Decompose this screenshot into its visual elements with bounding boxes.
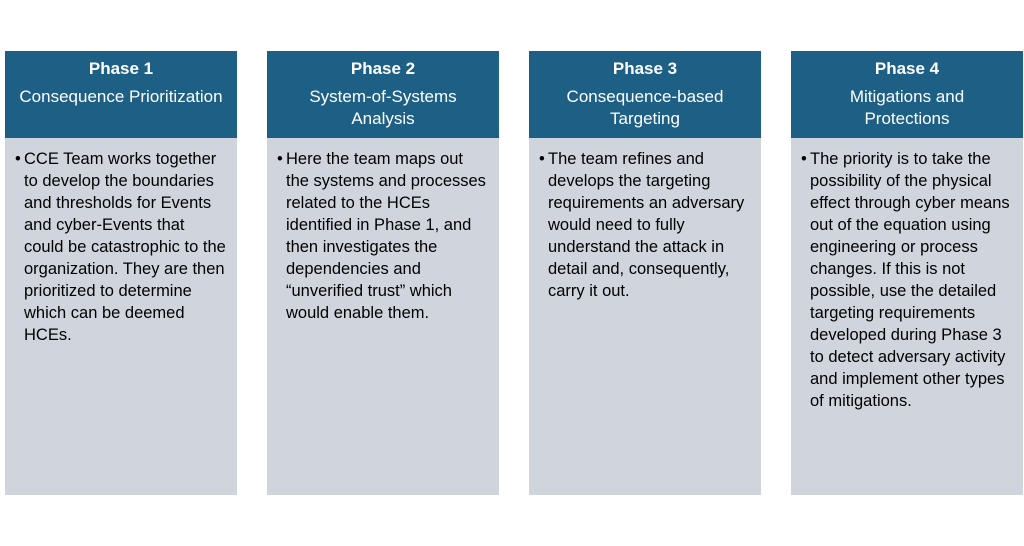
phase-title: Phase 2 <box>350 59 416 78</box>
phase-body <box>529 138 761 495</box>
phase-subtitle: Mitigations and Protections <box>849 87 965 128</box>
phase-body <box>791 138 1023 495</box>
phase-header <box>5 51 237 138</box>
phase-bullet-item <box>539 148 751 302</box>
phase-description: The priority is to take the possibility of the physical effect through cyber means out of the equation using engineering or process changes. If this is not possible, use the detailed targeting requirements developed during Phase 3 to detect adversary activity and implement other types of mitigations. <box>810 150 1010 410</box>
phase-bullet-item <box>801 148 1013 412</box>
phase-title: Phase 1 <box>88 59 154 78</box>
bullet-icon: • <box>539 150 545 168</box>
phase-body <box>267 138 499 495</box>
bullet-icon: • <box>277 150 283 168</box>
phase-title: Phase 3 <box>612 59 678 78</box>
phase-description: CCE Team works together to develop the boundaries and thresholds for Events and cyber-Events that could be catastrophic to the organization. They are then prioritized to determine which can be deemed HCEs. <box>24 150 226 344</box>
bullet-icon: • <box>801 150 807 168</box>
phase-header <box>791 51 1023 138</box>
phase-bullet-item <box>15 148 227 346</box>
phase-subtitle: System-of-Systems Analysis <box>309 87 457 128</box>
phase-card-2 <box>267 51 499 495</box>
phase-body <box>5 138 237 495</box>
phase-description: Here the team maps out the systems and processes related to the HCEs identified in Phase 1, and then investigates the dependencies and “unverified trust” which would enable them. <box>286 150 486 322</box>
phase-card-1 <box>5 51 237 495</box>
phase-subtitle: Consequence Prioritization <box>19 87 223 106</box>
phase-card-3 <box>529 51 761 495</box>
phase-header <box>529 51 761 138</box>
phase-title: Phase 4 <box>874 59 940 78</box>
phase-description: The team refines and develops the targeting requirements an adversary would need to fully understand the attack in detail and, consequently, carry it out. <box>548 150 745 300</box>
phase-bullet-item <box>277 148 489 324</box>
phase-subtitle: Consequence-based Targeting <box>566 87 724 128</box>
bullet-icon: • <box>15 150 21 168</box>
phase-card-4 <box>791 51 1023 495</box>
phase-header <box>267 51 499 138</box>
